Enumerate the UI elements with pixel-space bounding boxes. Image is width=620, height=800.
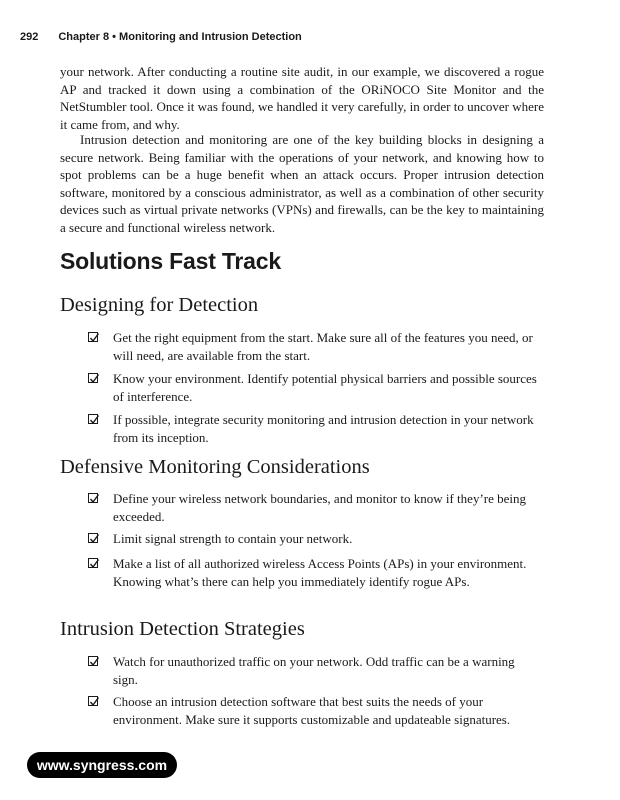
checkbox-icon	[88, 696, 98, 706]
list-item	[88, 329, 538, 364]
list-item	[88, 530, 538, 548]
list-item-text: Watch for unauthorized traffic on your network. Odd traffic can be a warning sign.	[113, 654, 515, 687]
body-paragraph: your network. After conducting a routine site audit, in our example, we discovered a rogue AP and tracked it down using a combination of the ORiNOCO Site Monitor and the NetStumbler tool. Once it was found, we handled it very carefully, in order to uncover where it came from, and why.	[60, 64, 544, 132]
page-number: 292	[20, 31, 39, 43]
list-item-text: Get the right equipment from the start. Make sure all of the features you need, or will need, are available from the start.	[113, 330, 533, 363]
running-head	[20, 31, 302, 43]
list-item-text: If possible, integrate security monitoring and intrusion detection in your network from its inception.	[113, 412, 534, 445]
checkbox-icon	[88, 656, 98, 666]
list-item-text: Define your wireless network boundaries, and monitor to know if they’re being exceeded.	[113, 491, 527, 524]
list-item-text: Make a list of all authorized wireless Access Points (APs) in your environment. Knowing what’s there can help you immediately identify rogue APs.	[113, 556, 527, 589]
checkbox-icon	[88, 533, 98, 543]
body-paragraph: Intrusion detection and monitoring are one of the key building blocks in designing a secure network. Being familiar with the operations of your network, and knowing how to spot problems can be a huge benefit when an attack occurs. Proper intrusion detection software, monitored by a conscious administrator, as well as a combination of other security devices such as virtual private networks (VPNs) and firewalls, can be the key to maintaining a secure and functional wireless network.	[60, 132, 544, 235]
section-heading: Designing for Detection	[60, 294, 259, 316]
checkbox-icon	[88, 493, 98, 503]
section-heading: Intrusion Detection Strategies	[60, 618, 305, 640]
checkbox-icon	[88, 558, 98, 568]
list-item-text: Choose an intrusion detection software that best suits the needs of your environment. Make sure it supports customizable and updateable signatures.	[113, 694, 511, 727]
list-item-text: Limit signal strength to contain your network.	[113, 531, 353, 546]
list-item	[88, 411, 538, 446]
list-item	[88, 370, 538, 405]
chapter-title: Chapter 8 • Monitoring and Intrusion Detection	[58, 31, 302, 43]
list-item	[88, 693, 538, 728]
list-item	[88, 490, 538, 525]
checkbox-icon	[88, 373, 98, 383]
list-item	[88, 653, 538, 688]
checkbox-icon	[88, 332, 98, 342]
checkbox-icon	[88, 414, 98, 424]
fast-track-title: Solutions Fast Track	[60, 248, 281, 274]
section-heading: Defensive Monitoring Considerations	[60, 456, 370, 478]
list-item-text: Know your environment. Identify potential physical barriers and possible sources of interference.	[113, 371, 537, 404]
publisher-url[interactable]: www.syngress.com	[27, 752, 177, 778]
list-item	[88, 555, 538, 590]
